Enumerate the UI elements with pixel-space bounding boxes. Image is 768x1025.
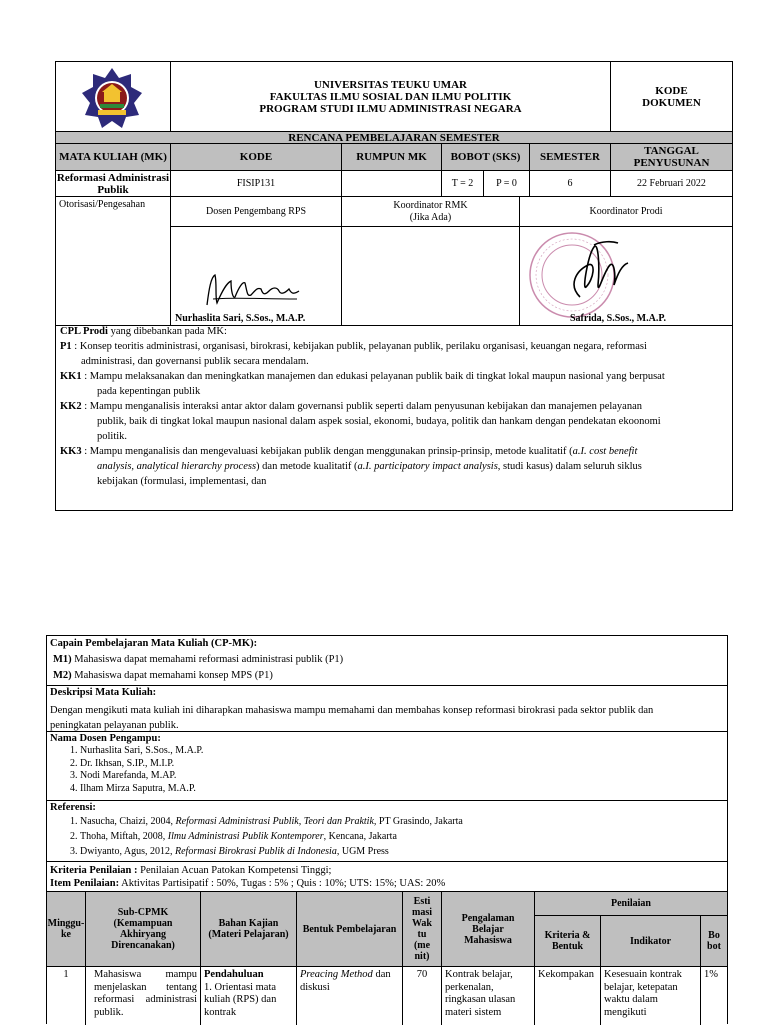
kriteria-section — [47, 862, 727, 892]
item-penilaian-label: Item Penilaian: — [50, 878, 120, 889]
row1-bentuk — [297, 967, 403, 1025]
cpl-kk3-end: , studi kasus) dalam seluruh siklus — [497, 461, 642, 472]
col-bobot: BOBOT (SKS) — [442, 144, 530, 171]
auth-dosen: Dosen Pengembang RPS — [171, 197, 342, 227]
deskripsi-section — [47, 686, 727, 732]
cpl-p1-text: : Konsep teoritis administrasi, organisasi, birokrasi, kebijakan publik, pelayanan publik, perilaku organisasi, keuangan negara, reformasi — [71, 341, 647, 352]
university-logo-icon — [80, 66, 144, 130]
cpmk-title: Capain Pembelajaran Mata Kuliah (CP-MK): — [50, 638, 258, 649]
row1-kriteria: Kekompakan — [535, 967, 601, 1025]
row1-bentuk-method: Preacing Method — [300, 969, 373, 980]
course-sks-t: T = 2 — [442, 171, 484, 197]
cpl-kk2-text: : Mampu menganalisis interaksi antar aktor dalam governansi publik seperti dalam penyusunan kebijakan dan manajemen pelayanan — [81, 401, 643, 412]
row1-bahan — [201, 967, 297, 1025]
head-indikator: Indikator — [601, 916, 701, 967]
cpl-p1-label: P1 — [60, 341, 72, 352]
row1-minggu: 1 — [47, 967, 86, 1025]
course-detail-table — [46, 635, 728, 1024]
cpl-p1-text-cont: administrasi, dan governansi publik secara mendalam. — [81, 356, 309, 367]
signer-right-name: Safrida, S.Sos., M.A.P. — [570, 313, 667, 324]
doc-code-label-1: KODE — [655, 84, 688, 97]
dosen-section — [47, 732, 727, 801]
cpl-kk3-text-cont: kebijakan (formulasi, implementasi, dan — [97, 476, 267, 487]
cpmk-m2-text: Mahasiswa dapat memahami konsep MPS (P1) — [71, 670, 273, 681]
head-estimasi: Esti masi Wak tu (me nit) — [403, 892, 442, 967]
referensi-item: 3. Dwiyanto, Agus, 2012, Reformasi Birokrasi Publik di Indonesia, UGM Press — [80, 844, 724, 859]
deskripsi-title: Deskripsi Mata Kuliah: — [50, 687, 157, 698]
auth-koord-prodi: Koordinator Prodi — [520, 197, 732, 227]
referensi-item: 1. Nasucha, Chaizi, 2004, Reformasi Administrasi Publik, Teori dan Praktik, PT Grasindo, Jakarta — [80, 814, 724, 829]
signature-left-cell — [171, 227, 342, 325]
row1-pengalaman: Kontrak belajar, perkenalan, ringkasan ulasan materi sistem — [442, 967, 535, 1025]
head-subcpmk: Sub-CPMK (Kemampuan Akhiryang Direncanakan) — [86, 892, 201, 967]
cpl-kk3-italic-3: a.I. participatory impact analysis — [357, 461, 498, 472]
head-pengalaman: Pengalaman Belajar Mahasiswa — [442, 892, 535, 967]
row1-subcpmk: Mahasiswa mampu menjelaskan tentang reformasi administrasi publik. — [86, 967, 201, 1025]
program-name: PROGRAM STUDI ILMU ADMINISTRASI NEGARA — [259, 102, 522, 115]
cpl-kk3-italic-2: analysis, analytical hierarchy process — [97, 461, 257, 472]
signature-middle-cell — [342, 227, 520, 325]
kriteria-text: Penilaian Acuan Patokan Kompetensi Tinggi; — [137, 865, 332, 876]
row1-estimasi: 70 — [403, 967, 442, 1025]
cpl-title: CPL Prodi — [60, 326, 108, 337]
cpmk-m1-label: M1) — [53, 654, 72, 665]
faculty-name: FAKULTAS ILMU SOSIAL DAN ILMU POLITIK — [269, 90, 512, 103]
cpmk-m2-label: M2) — [53, 670, 72, 681]
cpmk-section — [47, 636, 727, 686]
item-penilaian-text: Aktivitas Partisipatif : 50%, Tugas : 5% ; Quis : 10%; UTS: 15%; UAS: 20% — [119, 878, 446, 889]
signature-right-icon — [558, 235, 638, 315]
doc-code-cell — [611, 62, 732, 132]
head-bentuk: Bentuk Pembelajaran — [297, 892, 403, 967]
cpl-kk2-text-cont2: politik. — [97, 431, 128, 442]
cpl-kk3-italic-1: a.I. cost benefit — [572, 446, 638, 457]
cpl-kk2-label: KK2 — [60, 401, 82, 412]
course-semester: 6 — [530, 171, 611, 197]
col-tanggal: TANGGAL PENYUSUNAN — [611, 144, 732, 171]
dosen-item: 1. Nurhaslita Sari, S.Sos., M.A.P. — [80, 745, 724, 758]
logo-cell — [56, 62, 171, 132]
cpmk-m1-text: Mahasiswa dapat memahami reformasi administrasi publik (P1) — [71, 654, 344, 665]
col-mk: MATA KULIAH (MK) — [56, 144, 171, 171]
cpl-kk2-text-cont: publik, baik di tingkat lokal maupun nasional dalam aspek sosial, ekonomi, budaya, politik dan hankam dengan pendekatan ekoonomi — [97, 416, 661, 427]
row1-bobot: 1% — [704, 969, 718, 980]
cpl-kk1-text-cont: pada kepentingan publik — [97, 386, 201, 397]
referensi-title: Referensi: — [50, 802, 96, 813]
course-code: FISIP131 — [171, 171, 342, 197]
col-rumpun: RUMPUN MK — [342, 144, 442, 171]
koord-rmk-note: (Jika Ada) — [409, 211, 452, 223]
row1-bahan-body: 1. Orientasi mata kuliah (RPS) dan kontrak — [204, 981, 277, 1018]
course-name: Reformasi Administrasi Publik — [56, 171, 170, 196]
title-cell — [171, 62, 611, 132]
referensi-item: 2. Thoha, Miftah, 2008, Ilmu Administrasi Publik Kontemporer, Kencana, Jakarta — [80, 829, 724, 844]
signature-left-icon — [201, 269, 311, 309]
dosen-item: 2. Dr. Ikhsan, S.IP., M.I.P. — [80, 758, 724, 771]
weekly-plan-grid — [47, 892, 727, 1025]
row1-bahan-title: Pendahuluan — [204, 969, 264, 980]
cpl-kk1-label: KK1 — [60, 371, 82, 382]
deskripsi-text-1: Dengan mengikuti mata kuliah ini diharapkan mahasiswa mampu memahami dan membahas konsep reformasi birokrasi pada sektor publik dan — [50, 705, 654, 716]
course-rumpun — [342, 171, 442, 197]
course-date: 22 Februari 2022 — [611, 171, 732, 197]
koord-rmk-label: Koordinator RMK — [393, 199, 468, 211]
cpl-kk3-mid: ) dan metode kualitatif ( — [256, 461, 358, 472]
course-sks-p: P = 0 — [484, 171, 530, 197]
cpl-section — [60, 324, 732, 489]
col-semester: SEMESTER — [530, 144, 611, 171]
cpl-kk3-label: KK3 — [60, 446, 82, 457]
head-kriteria: Kriteria & Bentuk — [535, 916, 601, 967]
auth-koord-rmk — [342, 197, 520, 227]
dosen-title: Nama Dosen Pengampu: — [50, 733, 161, 744]
head-minggu: Minggu-ke — [47, 892, 86, 967]
row1-bentuk-rest: dan diskusi — [300, 969, 391, 993]
rps-title: RENCANA PEMBELAJARAN SEMESTER — [56, 132, 732, 144]
doc-code-label-2: DOKUMEN — [642, 96, 701, 109]
auth-label: Otorisasi/Pengesahan — [56, 197, 171, 325]
head-bobot: Bo bot — [701, 916, 727, 967]
signer-left-name: Nurhaslita Sari, S.Sos., M.A.P. — [175, 313, 306, 324]
head-penilaian: Penilaian — [535, 892, 727, 916]
head-bahan: Bahan Kajian (Materi Pelajaran) — [201, 892, 297, 967]
university-name: UNIVERSITAS TEUKU UMAR — [313, 78, 467, 91]
row1-indikator: Kesesuain kontrak belajar, ketepatan waktu dalam mengikuti — [601, 967, 701, 1025]
cpl-kk3-text: : Mampu menganalisis dan mengevaluasi kebijakan publik dengan menggunakan prinsip-prinsip, metode kualitatif ( — [81, 446, 573, 457]
rps-header-table — [55, 61, 733, 511]
referensi-section — [47, 801, 727, 862]
dosen-item: 3. Nodi Marefanda, M.AP. — [80, 770, 724, 783]
cpl-intro: yang dibebankan pada MK: — [107, 326, 227, 337]
col-kode: KODE — [171, 144, 342, 171]
dosen-item: 4. Ilham Mirza Saputra, M.A.P. — [80, 783, 724, 796]
deskripsi-text-2: peningkatan pelayanan publik. — [50, 720, 179, 731]
kriteria-label: Kriteria Penilaian : — [50, 865, 138, 876]
signature-right-cell — [520, 227, 732, 325]
cpl-kk1-text: : Mampu melaksanakan dan meningkatkan manajemen dan edukasi pelayanan publik baik di tingkat lokal maupun nasional yang berpusat — [81, 371, 665, 382]
